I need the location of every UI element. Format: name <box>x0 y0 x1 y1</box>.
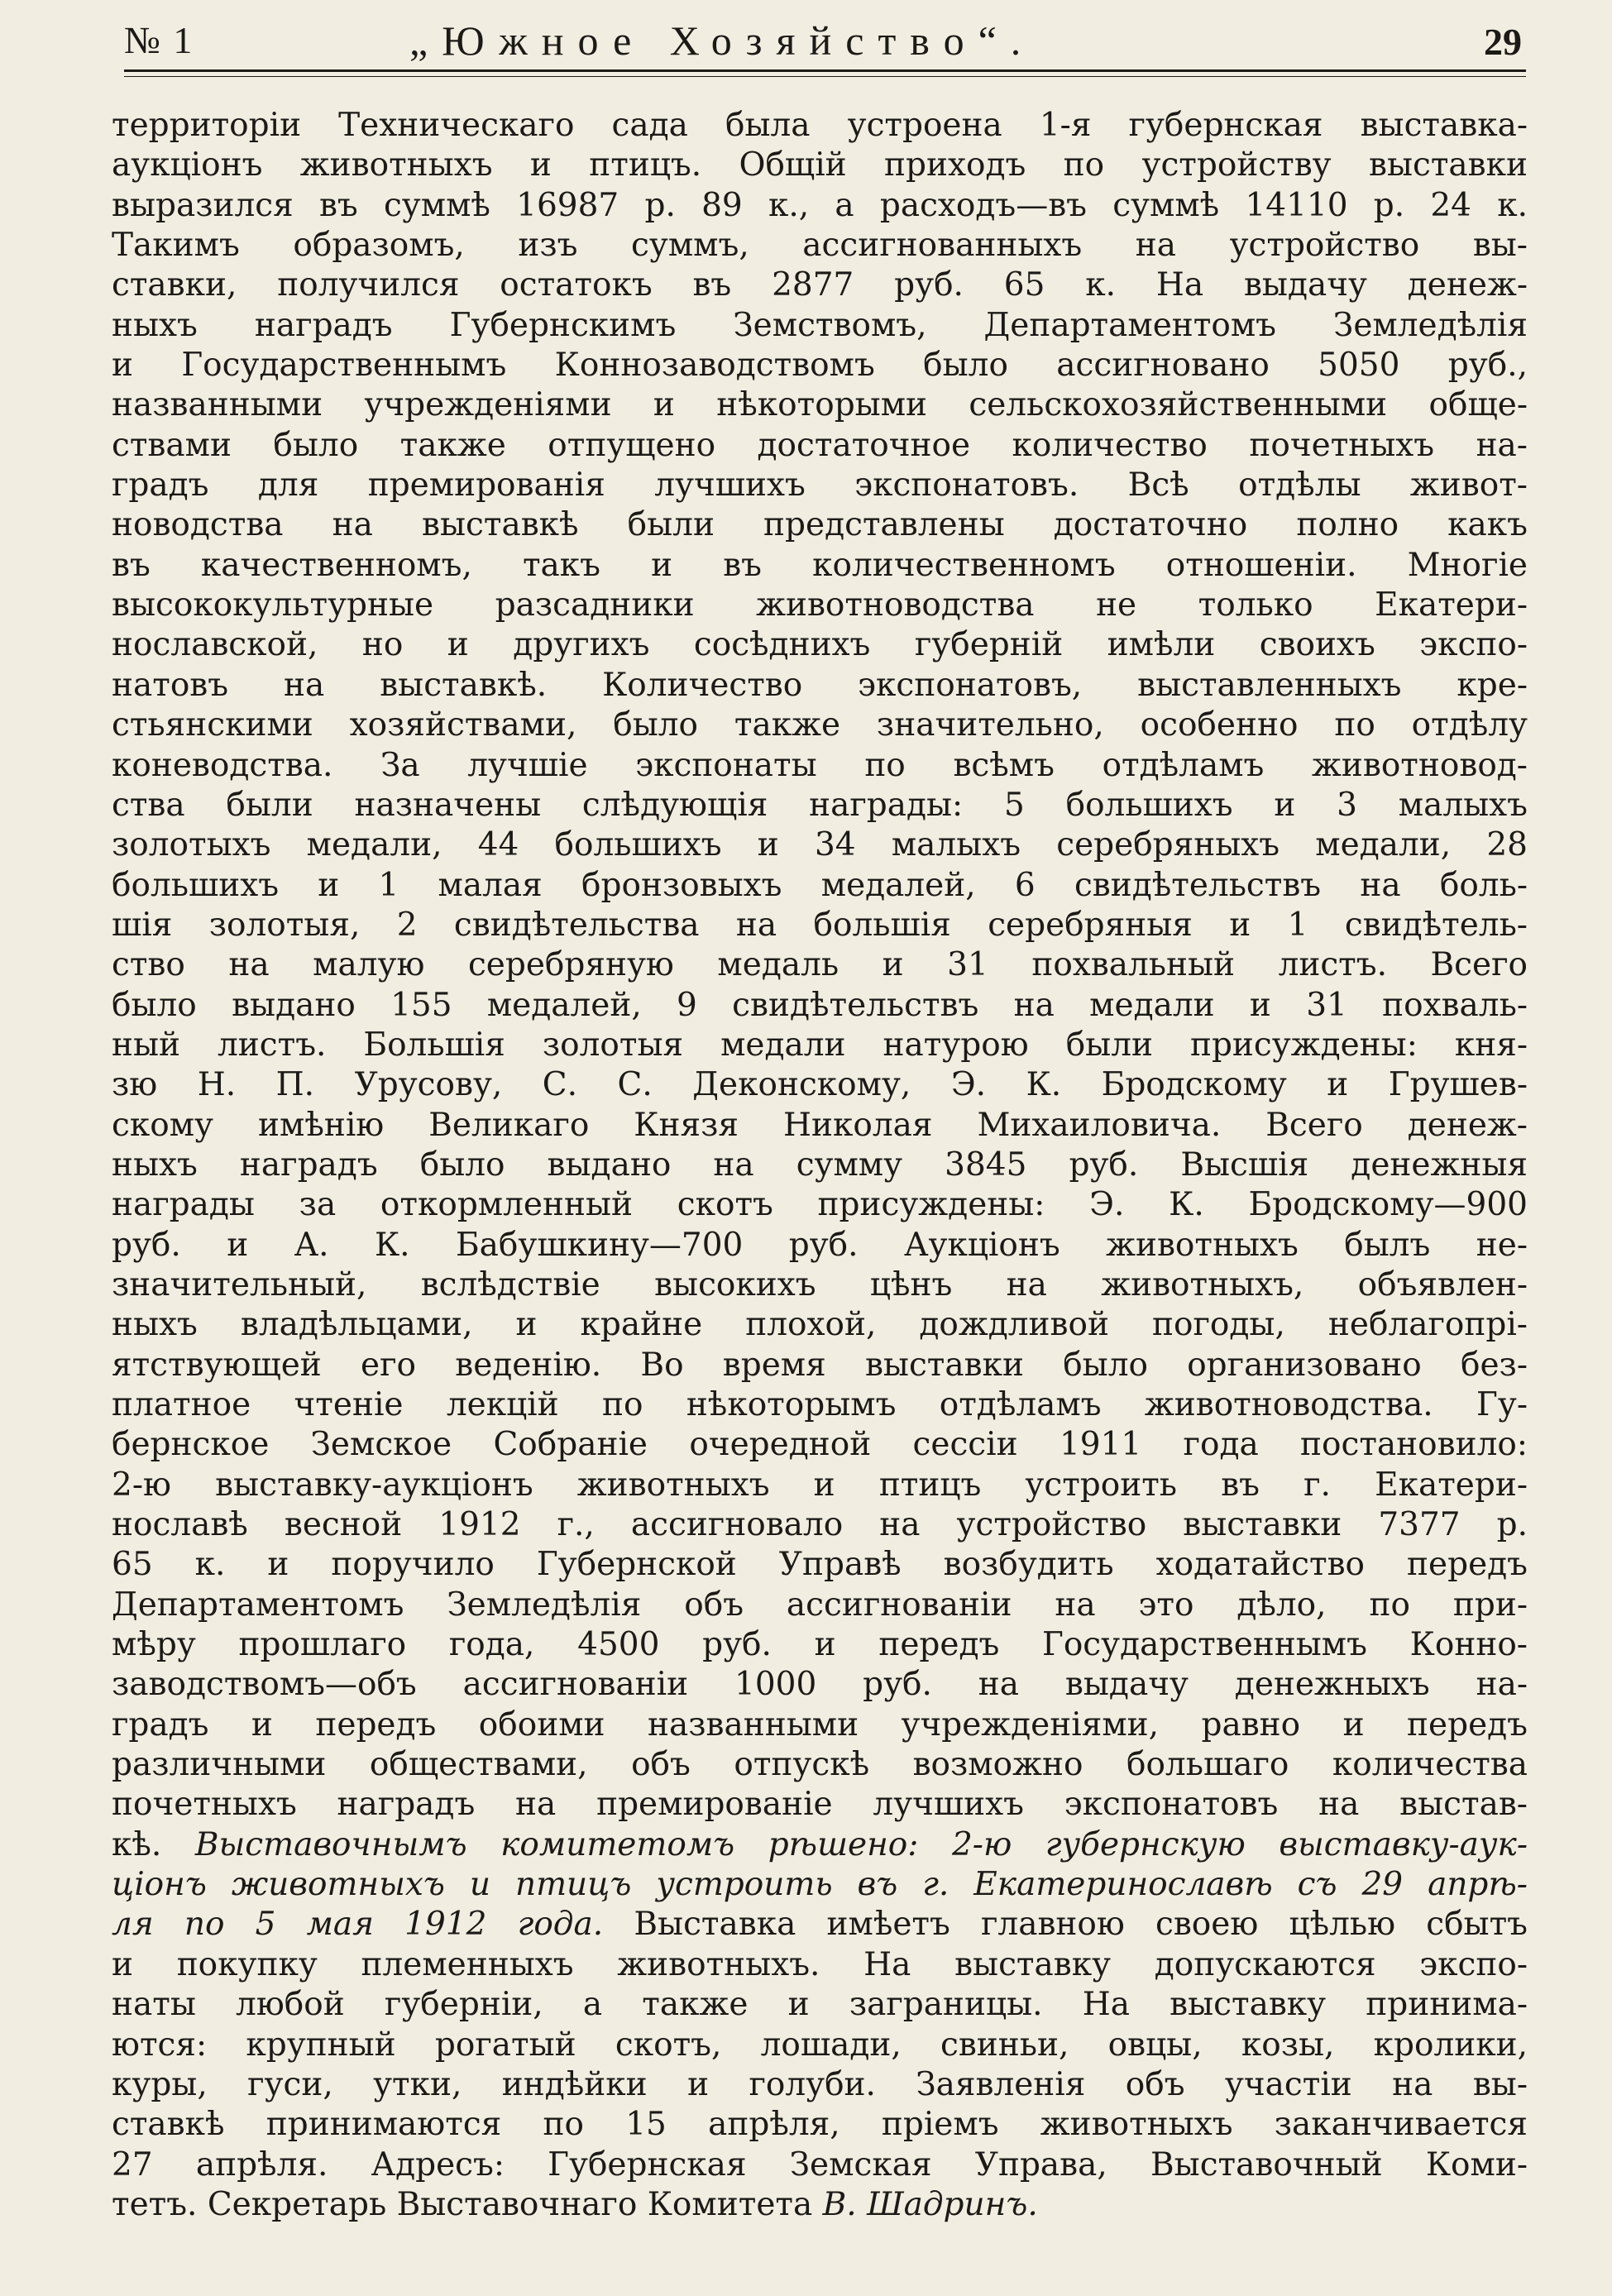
text-segment: кѣ. <box>112 1825 195 1863</box>
text-segment: высококультурные разсадники животноводства не только Екатери- <box>112 586 1528 624</box>
text-segment: Такимъ образомъ, изъ суммъ, ассигнованныхъ на устройство вы- <box>112 227 1528 265</box>
header-rule-thick <box>124 69 1526 72</box>
text-line <box>112 106 1528 146</box>
text-segment: ствами было также отпущено достаточное количество почетныхъ на- <box>112 426 1528 464</box>
text-segment: ныхъ наградъ было выдано на сумму 3845 руб. Высшiя денежныя <box>112 1146 1528 1184</box>
text-segment: было выдано 155 медалей, 9 свидѣтельствъ на медали и 31 похваль- <box>112 986 1528 1024</box>
text-segment: ставки, получился остатокъ въ 2877 руб. 65 к. На выдачу денеж- <box>112 266 1528 304</box>
text-segment: руб. и А. К. Бабушкину—700 руб. Аукцiонъ животныхъ былъ не- <box>112 1226 1528 1264</box>
page-header <box>124 17 1522 69</box>
text-segment: въ качественномъ, такъ и въ количественномъ отношенiи. Многiе <box>112 546 1528 584</box>
text-line <box>112 666 1528 706</box>
text-line <box>112 1106 1528 1146</box>
text-segment: и Государственнымъ Коннозаводствомъ было ассигновано 5050 руб., <box>112 347 1528 385</box>
text-line <box>112 1305 1528 1345</box>
text-line <box>112 226 1528 265</box>
text-segment: стьянскими хозяйствами, было также значительно, особенно по отдѣлу <box>112 706 1528 744</box>
text-line <box>112 866 1528 906</box>
italic-text-segment: ля по 5 мая 1912 года. <box>112 1906 604 1944</box>
text-line <box>112 1505 1528 1545</box>
issue-number: № 1 <box>124 19 194 61</box>
text-segment: выразился въ суммѣ 16987 р. 89 к., а расходъ—въ суммѣ 14110 р. 24 к. <box>112 186 1528 224</box>
text-line <box>112 786 1528 825</box>
text-line <box>112 746 1528 786</box>
text-line <box>112 825 1528 865</box>
text-segment: значительный, вслѣдствiе высокихъ цѣнъ на животныхъ, объявлен- <box>112 1265 1528 1303</box>
text-line <box>112 2105 1528 2145</box>
article-body <box>112 106 1528 2225</box>
text-line <box>112 1705 1528 1745</box>
text-segment: территорiи Техническаго сада была устроена 1-я губернская выставка- <box>112 107 1528 144</box>
text-line <box>112 2185 1528 2225</box>
text-line <box>112 586 1528 625</box>
text-line <box>112 1625 1528 1665</box>
text-line <box>112 1026 1528 1065</box>
text-line <box>112 625 1528 665</box>
text-line <box>112 1745 1528 1785</box>
text-segment: бернское Земское Собранiе очередной сессiи 1911 года постановило: <box>112 1426 1528 1464</box>
text-line <box>112 1185 1528 1225</box>
text-line <box>112 2065 1528 2105</box>
text-segment: градъ и передъ обоими названными учрежденiями, равно и передъ <box>112 1705 1528 1744</box>
text-line <box>112 546 1528 586</box>
text-segment: награды за откормленный скотъ присуждены: Э. К. Бродскому—900 <box>112 1186 1528 1224</box>
text-line <box>112 1785 1528 1825</box>
italic-text-segment: Выставочнымъ комитетомъ рѣшено: 2-ю губернскую выставку-аук- <box>194 1825 1528 1863</box>
text-line <box>112 1346 1528 1385</box>
text-segment: почетныхъ наградъ на премированiе лучшихъ экспонатовъ на выстав- <box>112 1786 1528 1824</box>
text-line <box>112 346 1528 385</box>
text-segment: названными учрежденiями и нѣкоторыми сельскохозяйственными обще- <box>112 386 1528 424</box>
text-segment: скому имѣнiю Великаго Князя Николая Михаиловича. Всего денеж- <box>112 1106 1528 1144</box>
text-segment: золотыхъ медали, 44 большихъ и 34 малыхъ серебряныхъ медали, 28 <box>112 826 1528 864</box>
text-segment: аукцiонъ животныхъ и птицъ. Общiй приходъ по устройству выставки <box>112 146 1528 184</box>
journal-title: „Южное Хозяйство“. <box>409 17 1036 64</box>
text-segment: платное чтенiе лекцiй по нѣкоторымъ отдѣламъ животноводства. Гу- <box>112 1386 1528 1423</box>
text-segment: нославской, но и другихъ сосѣднихъ губернiй имѣли своихъ экспо- <box>112 626 1528 664</box>
text-line <box>112 1665 1528 1705</box>
italic-text-segment: В. Шадринъ. <box>822 2185 1038 2223</box>
text-segment: большихъ и 1 малая бронзовыхъ медалей, 6 свидѣтельствъ на боль- <box>112 866 1528 904</box>
text-segment: ства были назначены слѣдующiя награды: 5 большихъ и 3 малыхъ <box>112 786 1528 824</box>
text-segment: новодства на выставкѣ были представлены достаточно полно какъ <box>112 506 1528 544</box>
text-segment: мѣру прошлаго года, 4500 руб. и передъ Государственнымъ Конно- <box>112 1626 1528 1664</box>
text-segment: 2-ю выставку-аукцiонъ животныхъ и птицъ устроить въ г. Екатери- <box>112 1466 1528 1504</box>
text-line <box>112 306 1528 346</box>
text-line <box>112 1985 1528 2025</box>
text-segment: тетъ. Секретарь Выставочнаго Комитета <box>112 2185 823 2223</box>
page-number: 29 <box>1484 21 1522 63</box>
text-segment: различными обществами, объ отпускѣ возможно большаго количества <box>112 1746 1528 1784</box>
text-segment: и покупку племенныхъ животныхъ. На выставку допускаются экспо- <box>112 1945 1528 1983</box>
text-line <box>112 1466 1528 1505</box>
text-line <box>112 1545 1528 1585</box>
text-line <box>112 426 1528 466</box>
text-line <box>112 466 1528 505</box>
text-line <box>112 1265 1528 1305</box>
text-line <box>112 1825 1528 1865</box>
text-segment: 27 апрѣля. Адресъ: Губернская Земская Управа, Выставочный Коми- <box>112 2145 1528 2184</box>
text-line <box>112 186 1528 226</box>
text-segment: нославѣ весной 1912 г., ассигновало на устройство выставки 7377 р. <box>112 1506 1528 1544</box>
text-segment: градъ для премированiя лучшихъ экспонатовъ. Всѣ отдѣлы живот- <box>112 466 1528 505</box>
text-segment: шiя золотыя, 2 свидѣтельства на большiя серебряныя и 1 свидѣтель- <box>112 906 1528 944</box>
text-line <box>112 265 1528 305</box>
text-segment: наты любой губернiи, а также и заграницы. На выставку принима- <box>112 1986 1528 2024</box>
text-line <box>112 1065 1528 1105</box>
text-line <box>112 1586 1528 1625</box>
text-line <box>112 385 1528 425</box>
text-line <box>112 1425 1528 1465</box>
text-line <box>112 146 1528 185</box>
text-line <box>112 906 1528 945</box>
text-line <box>112 1865 1528 1905</box>
text-line <box>112 945 1528 985</box>
text-segment: Выставка имѣетъ главною своею цѣлью сбытъ <box>603 1906 1528 1944</box>
text-segment: натовъ на выставкѣ. Количество экспонатовъ, выставленныхъ кре- <box>112 666 1528 704</box>
text-line <box>112 1146 1528 1185</box>
text-line <box>112 986 1528 1026</box>
text-segment: ныхъ владѣльцами, и крайне плохой, дождливой погоды, неблагопрi- <box>112 1306 1528 1344</box>
text-line <box>112 2145 1528 2185</box>
italic-text-segment: цiонъ животныхъ и птицъ устроить въ г. Екатеринославѣ съ 29 апрѣ- <box>112 1866 1528 1904</box>
text-segment: заводствомъ—объ ассигнованiи 1000 руб. на выдачу денежныхъ на- <box>112 1666 1528 1704</box>
header-rule-thin <box>124 76 1526 77</box>
text-segment: коневодства. За лучшiе экспонаты по всѣмъ отдѣламъ животновод- <box>112 746 1528 784</box>
text-line <box>112 706 1528 745</box>
text-segment: Департаментомъ Земледѣлiя объ ассигнованiи на это дѣло, по при- <box>112 1586 1528 1624</box>
text-segment: ставкѣ принимаются по 15 апрѣля, прiемъ животныхъ заканчивается <box>112 2106 1528 2144</box>
text-segment: ство на малую серебряную медаль и 31 похвальный листъ. Всего <box>112 946 1528 984</box>
text-segment: 65 к. и поручило Губернской Управѣ возбудить ходатайство передъ <box>112 1546 1528 1584</box>
text-line <box>112 1226 1528 1265</box>
text-line <box>112 505 1528 545</box>
text-line <box>112 1905 1528 1944</box>
text-segment: ный листъ. Большiя золотыя медали натурою были присуждены: кня- <box>112 1026 1528 1064</box>
text-line <box>112 1385 1528 1425</box>
text-segment: ятствующей его веденiю. Во время выставки было организовано без- <box>112 1346 1528 1384</box>
text-line <box>112 2026 1528 2065</box>
text-segment: ются: крупный рогатый скотъ, лошади, свиньи, овцы, козы, кролики, <box>112 2026 1528 2064</box>
text-segment: ныхъ наградъ Губернскимъ Земствомъ, Департаментомъ Земледѣлiя <box>112 306 1528 344</box>
text-segment: куры, гуси, утки, индѣйки и голуби. Заявленiя объ участiи на вы- <box>112 2065 1528 2103</box>
text-segment: зю Н. П. Урусову, С. С. Деконскому, Э. К. Бродскому и Грушев- <box>112 1066 1528 1104</box>
text-line <box>112 1945 1528 1985</box>
